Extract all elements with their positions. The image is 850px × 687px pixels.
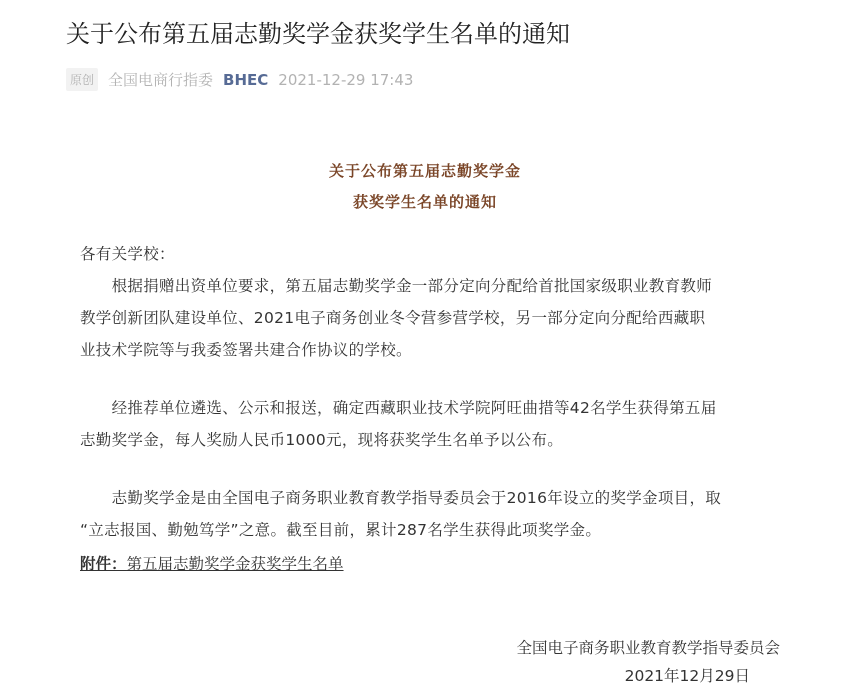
attachment-label: 附件： xyxy=(80,555,127,573)
paragraph-line: 根据捐赠出资单位要求，第五届志勤奖学金一部分定向分配给首批国家级职业教育教师 xyxy=(80,277,713,295)
paragraph-line: “立志报国、勤勉笃学”之意。截至目前，累计287名学生获得此项奖学金。 xyxy=(80,521,602,539)
paragraph-line: 经推荐单位遴选、公示和报送，确定西藏职业技术学院阿旺曲措等42名学生获得第五届 xyxy=(80,399,717,417)
signature-date: 2021年12月29日 xyxy=(624,667,750,685)
publish-datetime: 2021-12-29 17:43 xyxy=(278,70,414,89)
author: 全国电商行指委 xyxy=(108,71,214,89)
salutation: 各有关学校： xyxy=(80,245,175,263)
heading-line-1: 关于公布第五届志勤奖学金 xyxy=(328,162,521,180)
article-title: 关于公布第五届志勤奖学金获奖学生名单的通知 xyxy=(66,20,570,48)
paragraph-line: 志勤奖学金，每人奖励人民币1000元，现将获奖学生名单予以公布。 xyxy=(80,431,564,449)
article-meta xyxy=(66,68,413,91)
account-link[interactable]: BHEC xyxy=(223,70,269,89)
attachment-name: 第五届志勤奖学金获奖学生名单 xyxy=(126,555,344,573)
signature-org: 全国电子商务职业教育教学指导委员会 xyxy=(516,639,780,657)
heading-line-2: 获奖学生名单的通知 xyxy=(352,193,497,211)
paragraph-line: 教学创新团队建设单位、2021电子商务创业冬令营参营学校，另一部分定向分配给西藏职 xyxy=(80,309,706,327)
paragraph-line: 志勤奖学金是由全国电子商务职业教育教学指导委员会于2016年设立的奖学金项目，取 xyxy=(80,489,722,507)
paragraph-line: 业技术学院等与我委签署共建合作协议的学校。 xyxy=(80,341,412,359)
article-body xyxy=(80,238,800,546)
original-tag: 原创 xyxy=(66,68,98,91)
attachment-link[interactable] xyxy=(80,552,344,574)
